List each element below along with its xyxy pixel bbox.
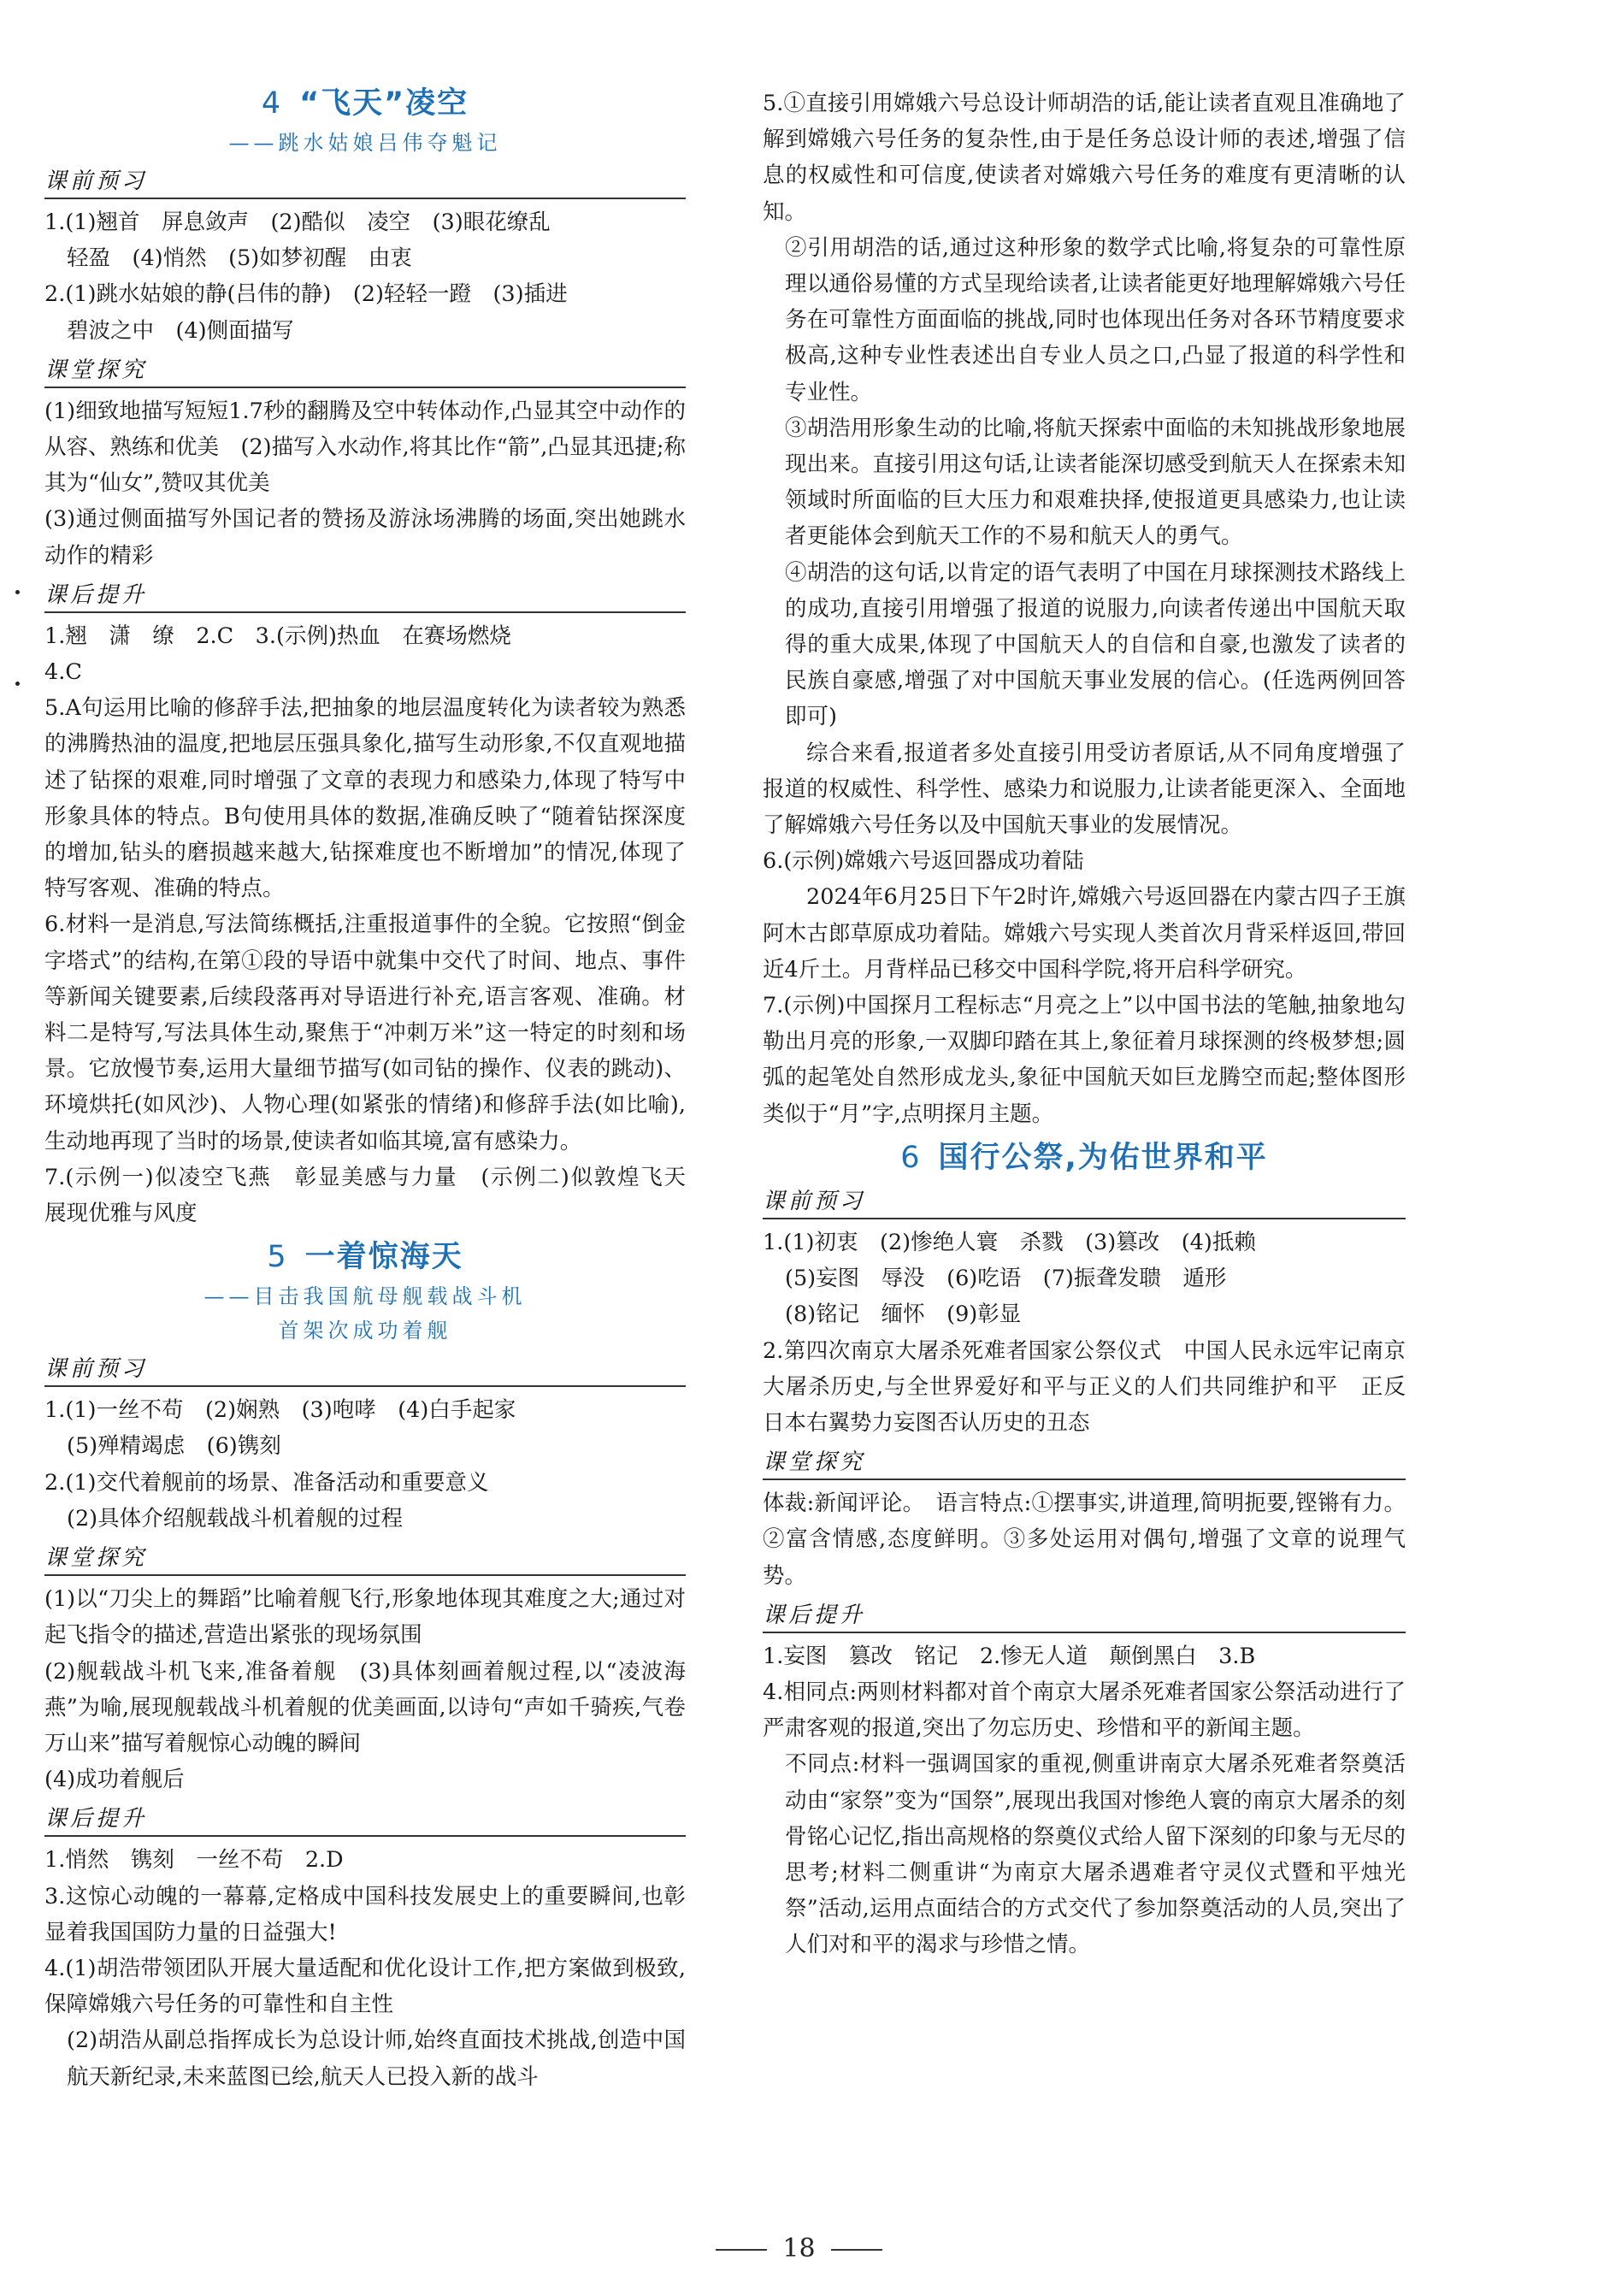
- answer-line: (8)铭记 缅怀 (9)彰显: [785, 1301, 1022, 1328]
- answer-line: (5)殚精竭虑 (6)镌刻: [67, 1433, 281, 1460]
- explore-header: [44, 1543, 686, 1576]
- answer-line: 1.(1)翘首 屏息敛声 (2)酷似 凌空 (3)眼花缭乱: [44, 210, 551, 235]
- answer-line: 1.悄然 镌刻 一丝不苟 2.D: [44, 1847, 344, 1874]
- margin-dot: [15, 682, 20, 686]
- preview-header: [763, 1187, 1406, 1219]
- answer-paragraph: ③胡浩用形象生动的比喻,将航天探索中面临的未知挑战形象地展现出来。直接引用这句话,让读者能深切感受到航天人在探索未知领域时所面临的巨大压力和艰难抉择,使报道更具感染力,也让读者更能体会到航天工作的不易和航天人的勇气。: [785, 415, 1406, 550]
- preview-header: [44, 167, 686, 199]
- section-number: 6: [900, 1140, 922, 1175]
- answer-paragraph: 5.A句运用比喻的修辞手法,把抽象的地层温度转化为读者较为熟悉的沸腾热油的温度,把地层压强具象化,描写生动形象,不仅直观地描述了钻探的艰难,同时增强了文章的表现力和感染力,体现了特写中形象具体的特点。B句使用具体的数据,准确反映了“随着钻探深度的增加,钻头的磨损越来越大,钻探难度也不断增加”的情况,体现了特写客观、准确的特点。: [44, 695, 686, 902]
- answer-line: 碧波之中 (4)侧面描写: [67, 317, 294, 344]
- explore-header: [44, 356, 686, 388]
- answer-paragraph: 不同点:材料一强调国家的重视,侧重讲南京大屠杀死难者祭奠活动由“家祭”变为“国祭”,展现出我国对惨绝人寰的南京大屠杀的刻骨铭心记忆,指出高规格的祭奠仪式给人留下深刻的印象与无尽的思考;材料二侧重讲“为南京大屠杀遇难者守灵仪式暨和平烛光祭”活动,运用点面结合的方式交代了参加祭奠活动的人员,突出了人们对和平的渴求与珍惜之情。: [785, 1751, 1406, 1958]
- answer-paragraph: 6.材料一是消息,写法简练概括,注重报道事件的全貌。它按照“倒金字塔式”的结构,在第①段的导语中就集中交代了时间、地点、事件等新闻关键要素,后续段落再对导语进行补充,语言客观、准确。材料二是特写,写法具体生动,聚焦于“冲刺万米”这一特定的时刻和场景。它放慢节奏,运用大量细节描写(如司钻的操作、仪表的跳动)、环境烘托(如风沙)、人物心理(如紧张的情绪)和修辞手法(如比喻),生动地再现了当时的场景,使读者如临其境,富有感染力。: [44, 912, 686, 1154]
- right-column: [763, 86, 1428, 1963]
- answer-paragraph: (1)细致地描写短短1.7秒的翻腾及空中转体动作,凸显其空中动作的从容、熟练和优美 (2)描写入水动作,将其比作“箭”,凸显其迅捷;称其为“仙女”,赞叹其优美: [44, 398, 686, 497]
- after-header: [763, 1601, 1406, 1633]
- answer-paragraph: 4.相同点:两则材料都对首个南京大屠杀死难者国家公祭活动进行了严肃客观的报道,突出了勿忘历史、珍惜和平的新闻主题。: [763, 1679, 1406, 1742]
- answer-paragraph: 综合来看,报道者多处直接引用受访者原话,从不同角度增强了报道的权威性、科学性、感染力和说服力,让读者能更深入、全面地了解嫦娥六号任务以及中国航天事业的发展情况。: [763, 740, 1406, 839]
- section-4-subtitle: ——跳水姑娘吕伟夺魁记: [228, 131, 502, 155]
- preview-header: [44, 1355, 686, 1387]
- answer-paragraph: 7.(示例)中国探月工程标志“月亮之上”以中国书法的笔触,抽象地勾勒出月亮的形象,一双脚印踏在其上,象征着月球探测的终极梦想;圆弧的起笔处自然形成龙头,象征中国航天如巨龙腾空而起;整体图形类似于“月”字,点明探月主题。: [763, 993, 1406, 1127]
- title-text: “飞天”凌空: [299, 86, 469, 121]
- answer-paragraph: (1)以“刀尖上的舞蹈”比喻着舰飞行,形象地体现其难度之大;通过对起飞指令的描述,营造出紧张的现场氛围: [44, 1586, 686, 1649]
- answer-line: 2.(1)跳水姑娘的静(吕伟的静) (2)轻轻一蹬 (3)插进: [44, 281, 568, 308]
- answer-line: 2.(1)交代着舰前的场景、准备活动和重要意义: [44, 1469, 489, 1496]
- answer-paragraph: 5.①直接引用嫦娥六号总设计师胡浩的话,能让读者直观且准确地了解到嫦娥六号任务的复杂性,由于是任务总设计师的表述,增强了信息的权威性和可信度,使读者对嫦娥六号任务的难度有更清晰的认知。: [763, 91, 1406, 225]
- answer-paragraph: ②引用胡浩的话,通过这种形象的数学式比喻,将复杂的可靠性原理以通俗易懂的方式呈现给读者,让读者能更好地理解嫦娥六号任务在可靠性方面面临的挑战,同时也体现出任务对各环节精度要求极高,这种专业性表述出自专业人员之口,凸显了报道的科学性和专业性。: [785, 234, 1406, 405]
- after-header: [44, 581, 686, 613]
- section-label: 课堂探究: [44, 1545, 148, 1572]
- answer-line: 轻盈 (4)悄然 (5)如梦初醒 由衷: [67, 245, 412, 272]
- answer-paragraph: (3)通过侧面描写外国记者的赞扬及游泳场沸腾的场面,突出她跳水动作的精彩: [44, 506, 686, 569]
- title-text: 一着惊海天: [304, 1240, 463, 1275]
- after-header: [44, 1804, 686, 1837]
- section-label: 课前预习: [44, 168, 148, 194]
- answer-paragraph: (2)舰载战斗机飞来,准备着舰 (3)具体刻画着舰过程,以“凌波海燕”为喻,展现舰载战斗机着舰的优美画面,以诗句“声如千骑疾,气卷万山来”描写着舰惊心动魄的瞬间: [44, 1658, 686, 1756]
- section-5-subtitle-line2: 首架次成功着舰: [278, 1319, 452, 1343]
- section-label: 课后提升: [44, 581, 148, 608]
- answer-paragraph: 体裁:新闻评论。 语言特点:①摆事实,讲道理,简明扼要,铿锵有力。②富含情感,态度鲜明。③多处运用对偶句,增强了文章的说理气势。: [763, 1490, 1406, 1589]
- answer-paragraph: 2024年6月25日下午2时许,嫦娥六号返回器在内蒙古四子王旗阿木古郎草原成功着陆。嫦娥六号实现人类首次月背采样返回,带回近4斤土。月背样品已移交中国科学院,将开启科学研究。: [763, 884, 1406, 983]
- answer-line: (4)成功着舰后: [44, 1767, 185, 1793]
- answer-paragraph: ④胡浩的这句话,以肯定的语气表明了中国在月球探测技术路线上的成功,直接引用增强了报道的说服力,向读者传递出中国航天取得的重大成果,体现了中国航天人的自信和自豪,也激发了读者的民族自豪感,增强了对中国航天事业发展的信心。(任选两例回答即可): [785, 559, 1406, 730]
- answer-line: 6.(示例)嫦娥六号返回器成功着陆: [763, 848, 1084, 875]
- section-label: 课堂探究: [44, 357, 148, 383]
- section-number: 4: [261, 86, 283, 121]
- answer-paragraph: (2)胡浩从副总指挥成长为总设计师,始终直面技术挑战,创造中国航天新纪录,未来蓝图已绘,航天人已投入新的战斗: [67, 2027, 686, 2090]
- answer-line: 4.C: [44, 659, 82, 686]
- answer-line: (5)妄图 辱没 (6)吃语 (7)振聋发聩 遁形: [785, 1266, 1227, 1292]
- left-column: [44, 81, 708, 2095]
- answer-paragraph: 2.第四次南京大屠杀死难者国家公祭仪式 中国人民永远牢记南京大屠杀历史,与全世界爱好和平与正义的人们共同维护和平 正反 日本右翼势力妄图否认历史的丑态: [763, 1337, 1428, 1436]
- answer-paragraph: 7.(示例一)似凌空飞燕 彰显美感与力量 (示例二)似敦煌飞天 展现优雅与风度: [44, 1164, 708, 1227]
- section-label: 课后提升: [44, 1806, 148, 1833]
- explore-header: [763, 1448, 1406, 1480]
- answer-line: 1.翘 潇 缭 2.C 3.(示例)热血 在赛场燃烧: [44, 623, 511, 649]
- section-label: 课后提升: [763, 1602, 866, 1628]
- section-label: 课堂探究: [763, 1449, 866, 1476]
- answer-line: 1.(1)初衷 (2)惨绝人寰 杀戮 (3)篡改 (4)抵赖: [763, 1229, 1256, 1255]
- page-number-text: 18: [782, 2234, 816, 2264]
- section-number: 5: [267, 1240, 288, 1275]
- answer-line: 1.(1)一丝不苟 (2)娴熟 (3)咆哮 (4)白手起家: [44, 1397, 516, 1424]
- section-5-title: [44, 1235, 686, 1279]
- title-text: 国行公祭,为佑世界和平: [938, 1140, 1268, 1175]
- section-4-title: [44, 81, 686, 126]
- page-number: [0, 2234, 1598, 2264]
- section-label: 课前预习: [44, 1356, 148, 1383]
- margin-dot: [15, 590, 20, 594]
- section-6-title: [763, 1136, 1406, 1180]
- answer-paragraph: 4.(1)胡浩带领团队开展大量适配和优化设计工作,把方案做到极致,保障嫦娥六号任务的可靠性和自主性: [44, 1955, 686, 2018]
- section-5-subtitle-line1: ——目击我国航母舰载战斗机: [203, 1284, 527, 1309]
- answer-paragraph: 3.这惊心动魄的一幕幕,定格成中国科技发展史上的重要瞬间,也彰显着我国国防力量的日益强大!: [44, 1883, 686, 1945]
- answer-line: 1.妄图 篡改 铭记 2.惨无人道 颠倒黑白 3.B: [763, 1643, 1256, 1669]
- section-label: 课前预习: [763, 1188, 866, 1214]
- answer-line: (2)具体介绍舰载战斗机着舰的过程: [67, 1505, 404, 1532]
